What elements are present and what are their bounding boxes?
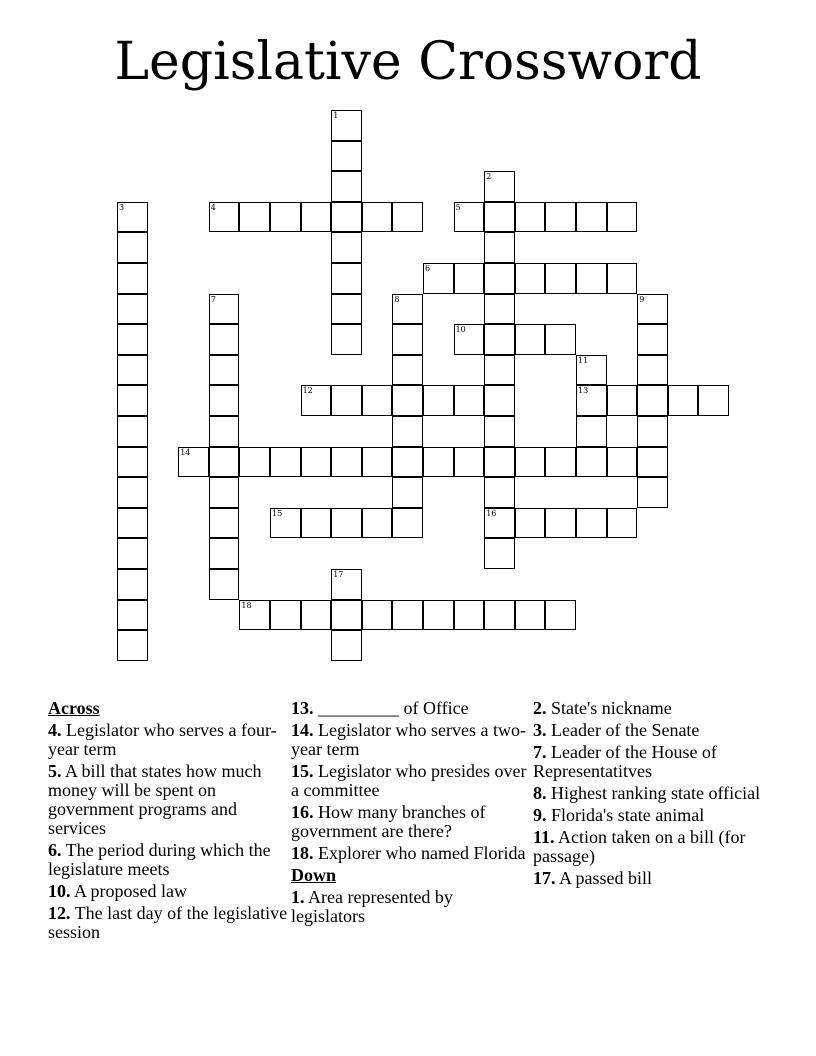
clue-number: 9. (533, 805, 547, 825)
cell-number: 7 (210, 294, 216, 304)
grid-cell[interactable] (423, 385, 454, 416)
grid-cell[interactable] (484, 600, 515, 631)
grid-cell[interactable] (331, 263, 362, 294)
cell-number: 5 (455, 202, 461, 212)
grid-cell[interactable] (484, 416, 515, 447)
grid-cell[interactable] (362, 508, 393, 539)
cell-number: 4 (210, 202, 216, 212)
clue-column-2 (291, 699, 531, 929)
cell-number: 1 (333, 111, 339, 120)
grid-cell[interactable] (392, 477, 423, 508)
grid-cell[interactable] (607, 508, 638, 539)
grid-cell[interactable] (607, 202, 638, 233)
grid-cell[interactable] (515, 263, 546, 294)
grid-cell[interactable] (576, 202, 607, 233)
grid-cell[interactable] (301, 385, 332, 416)
clue-text: Explorer who named Florida (313, 843, 526, 863)
grid-cell[interactable] (576, 508, 607, 539)
cell-number: 8 (394, 294, 400, 304)
grid-cell[interactable] (209, 447, 240, 478)
grid-cell[interactable] (117, 630, 148, 661)
clue-number: 8. (533, 783, 547, 803)
grid-cell[interactable] (239, 600, 270, 631)
clue-number: 7. (533, 742, 547, 762)
clue-text: How many branches of government are there? (291, 802, 486, 841)
clue-text: Area represented by legislators (291, 887, 453, 926)
clue-text: The last day of the legislative session (48, 903, 288, 942)
grid-cell[interactable] (545, 263, 576, 294)
clue-text: Action taken on a bill (for passage) (533, 827, 746, 866)
grid-cell[interactable] (117, 447, 148, 478)
clue-number: 15. (291, 761, 314, 781)
grid-cell[interactable] (209, 324, 240, 355)
grid-cell[interactable] (637, 477, 668, 508)
grid-cell[interactable] (331, 447, 362, 478)
down-heading: Down (291, 865, 337, 885)
grid-cell[interactable] (331, 385, 362, 416)
grid-cell[interactable] (331, 171, 362, 202)
grid-cell[interactable] (454, 600, 485, 631)
grid-cell[interactable] (668, 385, 699, 416)
cell-number: 9 (639, 294, 645, 304)
clue-item (291, 888, 531, 926)
grid-cell[interactable] (454, 202, 485, 233)
cell-number: 14 (180, 447, 191, 457)
clue-number: 3. (533, 720, 547, 740)
clue-number: 2. (533, 698, 547, 718)
clue-item (533, 869, 773, 888)
clue-item (291, 762, 531, 800)
clue-number: 17. (533, 868, 556, 888)
grid-cell[interactable] (545, 202, 576, 233)
grid-cell[interactable] (484, 508, 515, 539)
clue-text: A bill that states how much money will be spent on government programs and services (48, 761, 262, 838)
grid-cell[interactable] (515, 324, 546, 355)
grid-cell[interactable] (301, 508, 332, 539)
clue-item (533, 721, 773, 740)
grid-cell[interactable] (209, 416, 240, 447)
grid-cell[interactable] (331, 600, 362, 631)
grid-cell[interactable] (484, 171, 515, 202)
cell-number: 11 (578, 355, 589, 365)
clue-item (533, 828, 773, 866)
clue-item (48, 762, 288, 838)
clue-number: 1. (291, 887, 305, 907)
grid-cell[interactable] (301, 202, 332, 233)
grid-cell[interactable] (331, 630, 362, 661)
cell-number: 13 (578, 386, 589, 396)
clue-item (48, 904, 288, 942)
grid-cell[interactable] (515, 202, 546, 233)
cell-number: 17 (333, 570, 344, 579)
grid-cell[interactable] (117, 232, 148, 263)
grid-cell[interactable] (637, 385, 668, 416)
grid-cell[interactable] (484, 385, 515, 416)
across-heading: Across (48, 698, 100, 718)
grid-cell[interactable] (545, 600, 576, 631)
grid-cell[interactable] (515, 447, 546, 478)
grid-cell[interactable] (362, 447, 393, 478)
grid-cell[interactable] (117, 600, 148, 631)
grid-cell[interactable] (117, 569, 148, 600)
grid-cell[interactable] (117, 263, 148, 294)
grid-cell[interactable] (637, 416, 668, 447)
grid-cell[interactable] (117, 355, 148, 386)
grid-cell[interactable] (392, 385, 423, 416)
grid-cell[interactable] (484, 324, 515, 355)
grid-cell[interactable] (117, 294, 148, 325)
grid-cell[interactable] (484, 202, 515, 233)
grid-cell[interactable] (209, 355, 240, 386)
grid-cell[interactable] (545, 447, 576, 478)
grid-cell[interactable] (607, 447, 638, 478)
clue-number: 12. (48, 903, 71, 923)
clue-number: 5. (48, 761, 62, 781)
grid-cell[interactable] (392, 447, 423, 478)
clue-text: Legislator who serves a four-year term (48, 720, 277, 759)
grid-cell[interactable] (545, 508, 576, 539)
grid-cell[interactable] (331, 232, 362, 263)
grid-cell[interactable] (331, 202, 362, 233)
grid-cell[interactable] (331, 141, 362, 172)
clue-number: 11. (533, 827, 555, 847)
grid-cell[interactable] (270, 447, 301, 478)
grid-cell[interactable] (270, 600, 301, 631)
grid-cell[interactable] (117, 416, 148, 447)
clue-text: Legislator who serves a two-year term (291, 720, 526, 759)
clue-text: Leader of the House of Representatitves (533, 742, 717, 781)
grid-cell[interactable] (576, 385, 607, 416)
grid-cell[interactable] (515, 508, 546, 539)
grid-cell[interactable] (239, 447, 270, 478)
clue-item (291, 699, 531, 718)
cell-number: 2 (486, 172, 492, 182)
grid-cell[interactable] (637, 324, 668, 355)
grid-cell[interactable] (392, 416, 423, 447)
grid-cell[interactable] (117, 202, 148, 233)
clue-text: Legislator who presides over a committee (291, 761, 527, 800)
clue-item (533, 806, 773, 825)
clue-item (291, 844, 531, 863)
grid-cell[interactable] (484, 538, 515, 569)
grid-cell[interactable] (362, 385, 393, 416)
grid-cell[interactable] (117, 385, 148, 416)
grid-cell[interactable] (331, 569, 362, 600)
clue-text: A proposed law (70, 881, 187, 901)
clue-number: 10. (48, 881, 71, 901)
clue-text: The period during which the legislature meets (48, 840, 271, 879)
clue-number: 18. (291, 843, 314, 863)
clue-number: 13. (291, 698, 314, 718)
grid-cell[interactable] (362, 202, 393, 233)
grid-cell[interactable] (454, 324, 485, 355)
clue-item (291, 803, 531, 841)
grid-cell[interactable] (454, 447, 485, 478)
grid-cell[interactable] (331, 110, 362, 141)
grid-cell[interactable] (209, 385, 240, 416)
clue-item (533, 699, 773, 718)
clue-text: Florida's state animal (546, 805, 705, 825)
grid-cell[interactable] (392, 324, 423, 355)
cell-number: 3 (119, 202, 125, 212)
cell-number: 18 (241, 600, 252, 610)
grid-cell[interactable] (607, 385, 638, 416)
grid-cell[interactable] (576, 355, 607, 386)
grid-cell[interactable] (178, 447, 209, 478)
page-title: Legislative Crossword (114, 32, 702, 92)
grid-cell[interactable] (423, 447, 454, 478)
clue-text: _________ of Office (313, 698, 469, 718)
grid-cell[interactable] (270, 202, 301, 233)
grid-cell[interactable] (209, 569, 240, 600)
clue-item (533, 743, 773, 781)
grid-cell[interactable] (392, 600, 423, 631)
grid-cell[interactable] (331, 324, 362, 355)
clue-text: Highest ranking state official (546, 783, 761, 803)
grid-cell[interactable] (392, 294, 423, 325)
cell-number: 16 (486, 508, 497, 518)
grid-cell[interactable] (484, 355, 515, 386)
grid-cell[interactable] (484, 294, 515, 325)
grid-cell[interactable] (209, 538, 240, 569)
grid-cell[interactable] (423, 263, 454, 294)
clue-item (48, 882, 288, 901)
grid-cell[interactable] (392, 355, 423, 386)
grid-cell[interactable] (484, 232, 515, 263)
cell-number: 12 (302, 386, 313, 396)
grid-cell[interactable] (209, 294, 240, 325)
clue-text: State's nickname (546, 698, 672, 718)
clue-text: A passed bill (555, 868, 653, 888)
cell-number: 15 (272, 508, 283, 518)
clue-item (48, 721, 288, 759)
clue-number: 14. (291, 720, 314, 740)
grid-cell[interactable] (209, 202, 240, 233)
grid-cell[interactable] (117, 508, 148, 539)
grid-cell[interactable] (331, 508, 362, 539)
grid-cell[interactable] (637, 294, 668, 325)
grid-cell[interactable] (331, 294, 362, 325)
grid-cell[interactable] (454, 385, 485, 416)
clue-number: 4. (48, 720, 62, 740)
grid-cell[interactable] (117, 538, 148, 569)
grid-cell[interactable] (698, 385, 729, 416)
grid-cell[interactable] (576, 447, 607, 478)
grid-cell[interactable] (637, 355, 668, 386)
grid-cell[interactable] (209, 477, 240, 508)
grid-cell[interactable] (484, 263, 515, 294)
grid-cell[interactable] (301, 447, 332, 478)
grid-cell[interactable] (576, 416, 607, 447)
grid-cell[interactable] (607, 263, 638, 294)
grid-cell[interactable] (239, 202, 270, 233)
clue-item (48, 841, 288, 879)
grid-cell[interactable] (362, 600, 393, 631)
grid-cell[interactable] (454, 263, 485, 294)
grid-cell[interactable] (209, 508, 240, 539)
grid-cell[interactable] (423, 600, 454, 631)
clue-number: 6. (48, 840, 62, 860)
grid-cell[interactable] (484, 477, 515, 508)
grid-cell[interactable] (576, 263, 607, 294)
clue-column-1 (48, 699, 288, 945)
grid-cell[interactable] (637, 447, 668, 478)
clue-item (291, 721, 531, 759)
clue-number: 16. (291, 802, 314, 822)
grid-cell[interactable] (392, 202, 423, 233)
cell-number: 10 (455, 325, 466, 335)
clue-item (533, 784, 773, 803)
grid-cell[interactable] (117, 324, 148, 355)
grid-cell[interactable] (270, 508, 301, 539)
grid-cell[interactable] (515, 600, 546, 631)
clue-column-3 (533, 699, 773, 891)
cell-number: 6 (425, 264, 431, 273)
grid-cell[interactable] (117, 477, 148, 508)
grid-cell[interactable] (545, 324, 576, 355)
grid-cell[interactable] (484, 447, 515, 478)
grid-cell[interactable] (301, 600, 332, 631)
grid-cell[interactable] (392, 508, 423, 539)
clue-text: Leader of the Senate (546, 720, 700, 740)
